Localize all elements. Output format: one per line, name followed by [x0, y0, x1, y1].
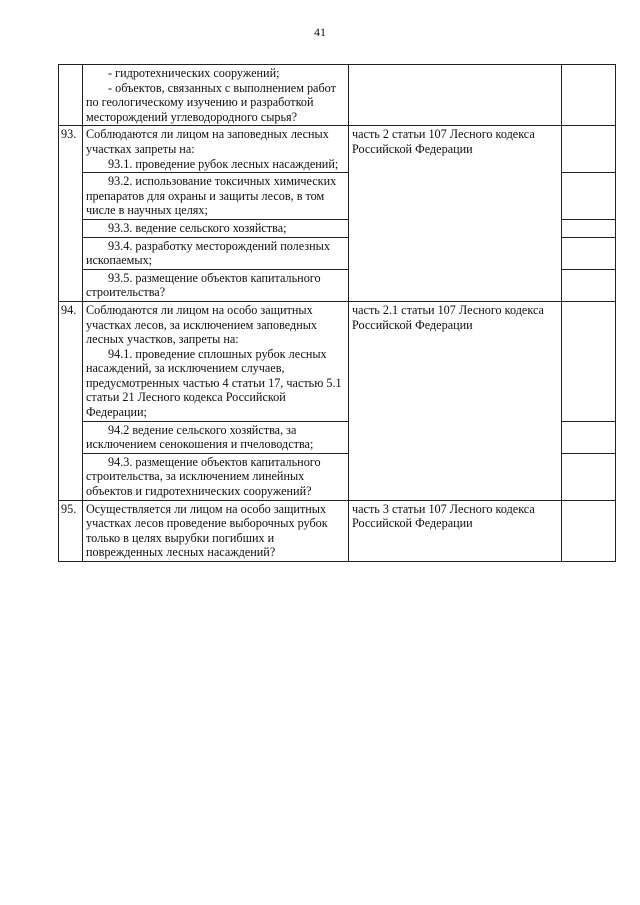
sub-item: 94.3. размещение объектов капитального строительства, за исключением линейных объектов и гидротехнических сооружений? [83, 453, 349, 500]
requirements-table [58, 64, 616, 562]
table-row [59, 500, 616, 561]
sub-item: 93.3. ведение сельского хозяйства; [83, 219, 349, 237]
list-item: - объектов, связанных с выполнением работ по геологическому изучению и разработкой месторождений углеводородного сырья? [86, 80, 336, 124]
reference-cell: часть 3 статьи 107 Лесного кодекса Российской Федерации [349, 500, 562, 561]
check-cell [562, 65, 616, 126]
reference-cell: часть 2.1 статьи 107 Лесного кодекса Российской Федерации [349, 301, 562, 500]
sub-item: 93.2. использование токсичных химических препаратов для охраны и защиты лесов, в том числе в научных целях; [83, 173, 349, 220]
row-number: 94. [59, 301, 83, 500]
question-text: Соблюдаются ли лицом на особо защитных участках лесов, за исключением заповедных лесных участков, запреты на: [86, 302, 318, 347]
row-number: 95. [59, 500, 83, 561]
table-row [59, 65, 616, 126]
row-number [59, 65, 83, 126]
question-cell [83, 301, 349, 421]
check-cell [562, 219, 616, 237]
reference-cell [349, 65, 562, 126]
check-cell [562, 453, 616, 500]
question-cell [83, 500, 349, 561]
table-row [59, 301, 616, 421]
check-cell [562, 269, 616, 301]
table-row [59, 126, 616, 173]
question-cell [83, 65, 349, 126]
list-item: - гидротехнических сооружений; [108, 66, 280, 80]
sub-item: 94.2 ведение сельского хозяйства, за исключением сенокошения и пчеловодства; [83, 421, 349, 453]
question-cell [83, 126, 349, 173]
sub-item: 93.5. размещение объектов капитального строительства? [83, 269, 349, 301]
sub-item: 94.1. проведение сплошных рубок лесных насаждений, за исключением случаев, предусмотренных частью 4 статьи 17, частью 5.1 статьи 21 Лесного кодекса Российской Федерации; [86, 346, 342, 420]
sub-item: 93.4. разработку месторождений полезных ископаемых; [83, 237, 349, 269]
check-cell [562, 126, 616, 173]
check-cell [562, 237, 616, 269]
check-cell [562, 500, 616, 561]
check-cell [562, 301, 616, 421]
question-text: Осуществляется ли лицом на особо защитных участках лесов проведение выборочных рубок только в целях вырубки погибших и поврежденных лесных насаждений? [86, 501, 328, 560]
check-cell [562, 173, 616, 220]
check-cell [562, 421, 616, 453]
sub-item: 93.1. проведение рубок лесных насаждений; [108, 156, 339, 171]
reference-cell: часть 2 статьи 107 Лесного кодекса Российской Федерации [349, 126, 562, 302]
page-number: 41 [314, 25, 326, 39]
question-text: Соблюдаются ли лицом на заповедных лесных участках запреты на: [86, 127, 329, 156]
row-number: 93. [59, 126, 83, 302]
